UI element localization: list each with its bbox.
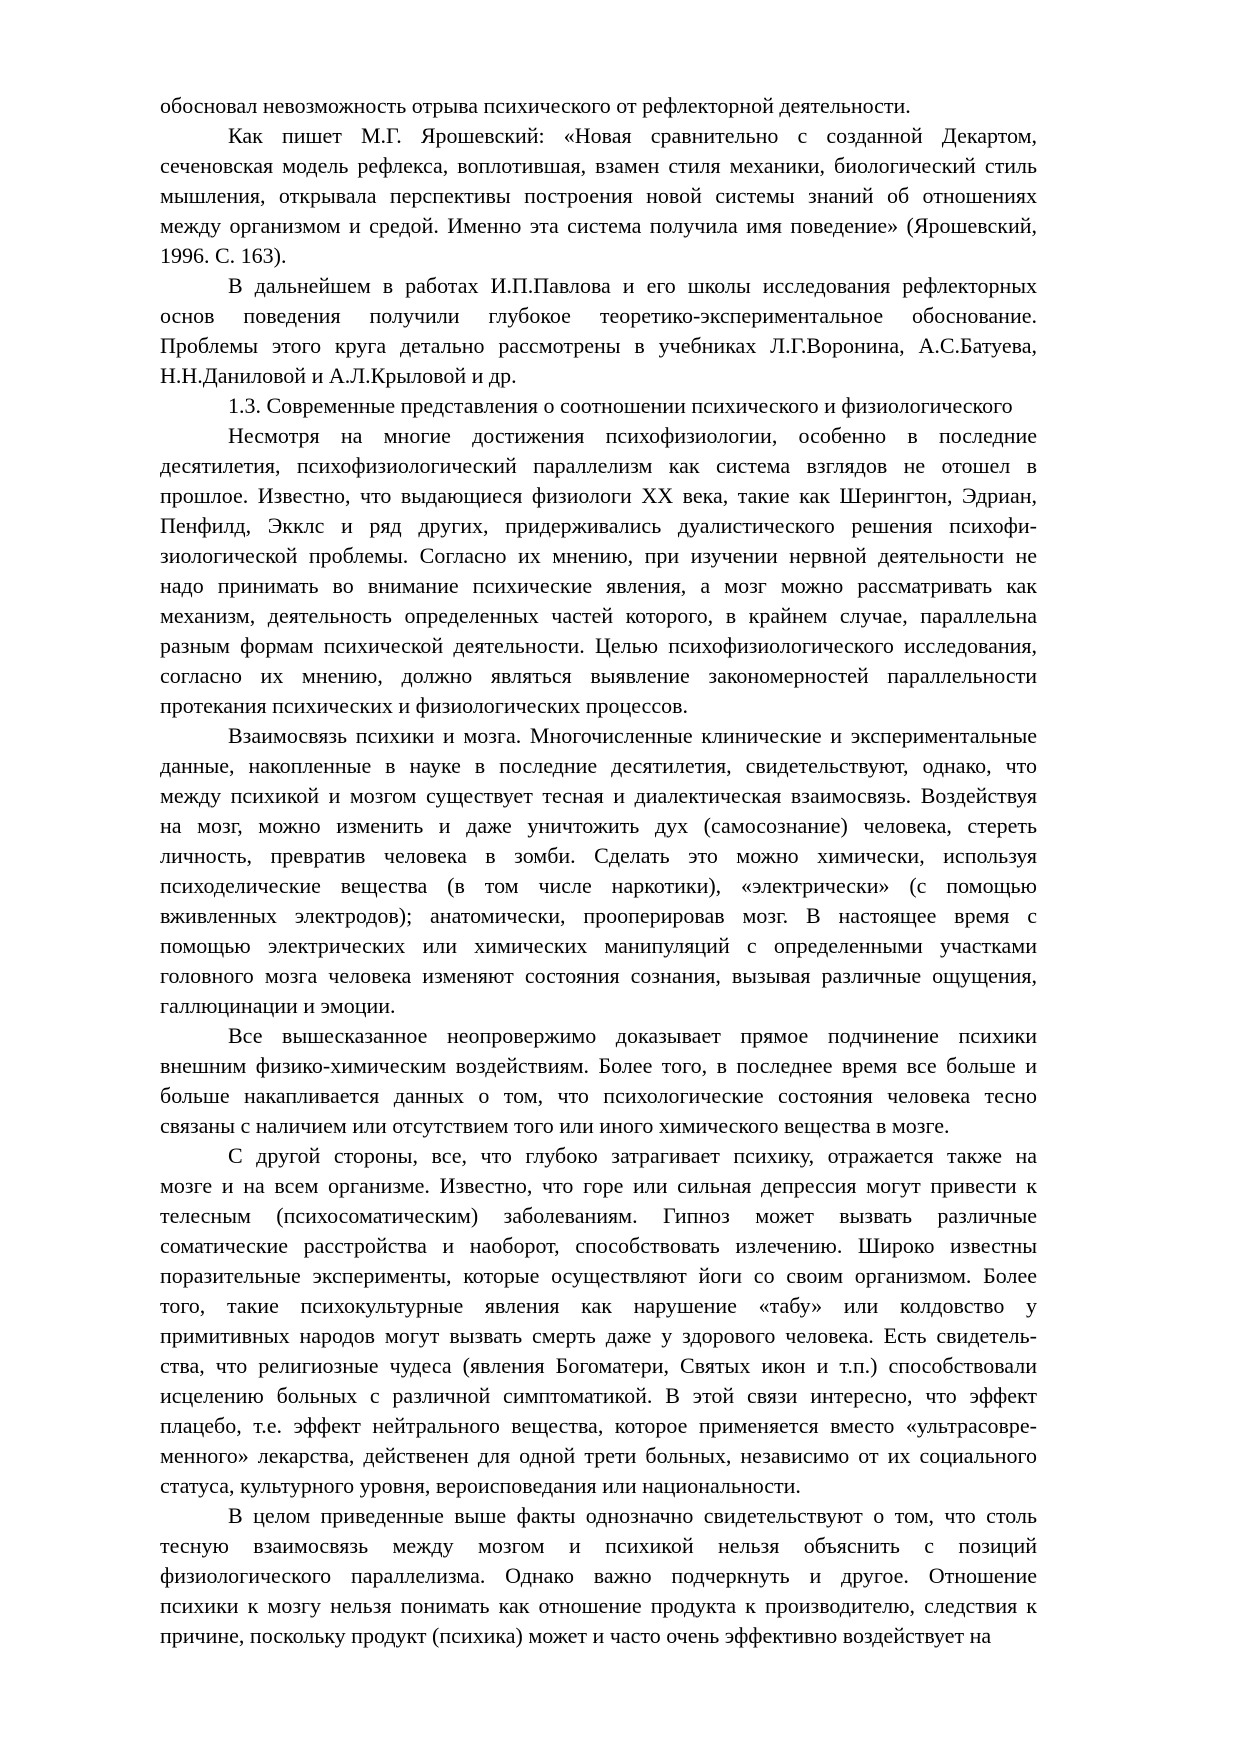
text-line: мозге и на всем организме. Известно, что горе или сильная депрессия могут привести к bbox=[160, 1173, 1037, 1198]
section-heading-1-3 bbox=[160, 391, 1037, 421]
text-line: мышления, открывала перспективы построения новой системы знаний об отношениях bbox=[160, 183, 1037, 208]
text-line: тесную взаимосвязь между мозгом и психикой нельзя объяснить с позиций bbox=[160, 1533, 1037, 1558]
paragraph-yaroshevsky-quote bbox=[160, 121, 1037, 271]
text-line: Н.Н.Даниловой и А.Л.Крыловой и др. bbox=[160, 363, 517, 388]
text-line: протекания психических и физиологических процессов. bbox=[160, 693, 688, 718]
text-line: причине, поскольку продукт (психика) может и часто очень эффективно воздействует на bbox=[160, 1623, 992, 1648]
text-line: данные, накопленные в науке в последние десятилетия, свидетельствуют, однако, что bbox=[160, 753, 1037, 778]
text-line: Взаимосвязь психики и мозга. Многочисленные клинические и экспериментальные bbox=[228, 723, 1037, 748]
paragraph-physico-chemical bbox=[160, 1021, 1037, 1141]
text-line: телесным (психосоматическим) заболеваниям. Гипноз может вызвать различные bbox=[160, 1203, 1037, 1228]
text-line: психики к мозгу нельзя понимать как отношение продукта к производителю, следствия к bbox=[160, 1593, 1037, 1618]
text-line: того, такие психокультурные явления как нарушение «табу» или колдовство у bbox=[160, 1293, 1037, 1318]
text-line: Все вышесказанное неопровержимо доказывает прямое подчинение психики bbox=[228, 1023, 1037, 1048]
text-line: прошлое. Известно, что выдающиеся физиологи XX века, такие как Шерингтон, Эдриан, bbox=[160, 483, 1037, 508]
text-line: надо принимать во внимание психические явления, а мозг можно рассматривать как bbox=[160, 573, 1037, 598]
text-line: согласно их мнению, должно являться выявление закономерностей параллельности bbox=[160, 663, 1037, 688]
text-line: соматические расстройства и наоборот, способствовать излечению. Широко известны bbox=[160, 1233, 1037, 1258]
paragraph-conclusion bbox=[160, 1501, 1037, 1651]
text-line: В целом приведенные выше факты однозначно свидетельствуют о том, что столь bbox=[228, 1503, 1037, 1528]
text-line: связаны с наличием или отсутствием того или иного химического вещества в мозге. bbox=[160, 1113, 950, 1138]
text-line: исцелению больных с различной симптоматикой. В этой связи интересно, что эффект bbox=[160, 1383, 1037, 1408]
text-line: головного мозга человека изменяют состояния сознания, вызывая различные ощущения, bbox=[160, 963, 1037, 988]
paragraph-parallelism bbox=[160, 421, 1037, 721]
text-line: 1996. С. 163). bbox=[160, 243, 287, 268]
text-line: помощью электрических или химических манипуляций с определенными участками bbox=[160, 933, 1037, 958]
text-line: личность, превратив человека в зомби. Сделать это можно химически, используя bbox=[160, 843, 1037, 868]
text-line: между организмом и средой. Именно эта система получила имя поведение» (Ярошевский, bbox=[160, 213, 1037, 238]
text-line: Пенфилд, Экклс и ряд других, придерживались дуалистического решения психофи- bbox=[160, 513, 1037, 538]
text-line: физиологического параллелизма. Однако важно подчеркнуть и другое. Отношение bbox=[160, 1563, 1037, 1588]
text-line: больше накапливается данных о том, что психологические состояния человека тесно bbox=[160, 1083, 1037, 1108]
paragraph-psyche-affects-body bbox=[160, 1141, 1037, 1501]
text-line: менного» лекарства, действенен для одной трети больных, независимо от их социального bbox=[160, 1443, 1037, 1468]
text-line: статуса, культурного уровня, вероисповедания или национальности. bbox=[160, 1473, 801, 1498]
text-line: поразительные эксперименты, которые осуществляют йоги со своим организмом. Более bbox=[160, 1263, 1037, 1288]
text-line: разным формам психической деятельности. Целью психофизиологического исследования, bbox=[160, 633, 1037, 658]
text-line: между психикой и мозгом существует тесная и диалектическая взаимосвязь. Воздействуя bbox=[160, 783, 1037, 808]
text-line: В дальнейшем в работах И.П.Павлова и его школы исследования рефлекторных bbox=[228, 273, 1037, 298]
text-line: Несмотря на многие достижения психофизиологии, особенно в последние bbox=[228, 423, 1037, 448]
text-line: на мозг, можно изменить и даже уничтожить дух (самосознание) человека, стереть bbox=[160, 813, 1037, 838]
text-line: Проблемы этого круга детально рассмотрены в учебниках Л.Г.Воронина, А.С.Батуева, bbox=[160, 333, 1037, 358]
text-line: вживленных электродов); анатомически, прооперировав мозг. В настоящее время с bbox=[160, 903, 1037, 928]
text-line: сеченовская модель рефлекса, воплотившая, взамен стиля механики, биологический стиль bbox=[160, 153, 1037, 178]
text-body bbox=[160, 91, 1037, 1651]
text-line: зиологической проблемы. Согласно их мнению, при изучении нервной деятельности не bbox=[160, 543, 1037, 568]
text-line: С другой стороны, все, что глубоко затрагивает психику, отражается также на bbox=[228, 1143, 1037, 1168]
paragraph-psyche-brain-interrelation bbox=[160, 721, 1037, 1021]
text-line: десятилетия, психофизиологический параллелизм как система взглядов не отошел в bbox=[160, 453, 1037, 478]
paragraph-reflex-continuation bbox=[160, 91, 1037, 121]
text-line: примитивных народов могут вызвать смерть даже у здорового человека. Есть свидетель- bbox=[160, 1323, 1037, 1348]
text-line: механизм, деятельность определенных частей которого, в крайнем случае, параллельна bbox=[160, 603, 1037, 628]
text-line: плацебо, т.е. эффект нейтрального вещества, которое применяется вместо «ультрасовре- bbox=[160, 1413, 1037, 1438]
text-line: Как пишет М.Г. Ярошевский: «Новая сравнительно с созданной Декартом, bbox=[228, 123, 1037, 148]
text-line: ства, что религиозные чудеса (явления Богоматери, Святых икон и т.п.) способствовали bbox=[160, 1353, 1037, 1378]
text-line: внешним физико-химическим воздействиям. Более того, в последнее время все больше и bbox=[160, 1053, 1037, 1078]
text-line: психоделические вещества (в том числе наркотики), «электрически» (с помощью bbox=[160, 873, 1037, 898]
text-line: галлюцинации и эмоции. bbox=[160, 993, 396, 1018]
paragraph-pavlov-school bbox=[160, 271, 1037, 391]
text-line: основ поведения получили глубокое теоретико-экспериментальное обоснование. bbox=[160, 303, 1037, 328]
text-line: 1.3. Современные представления о соотношении психического и физиологического bbox=[228, 393, 1013, 418]
text-line: обосновал невозможность отрыва психического от рефлекторной деятельности. bbox=[160, 93, 911, 118]
